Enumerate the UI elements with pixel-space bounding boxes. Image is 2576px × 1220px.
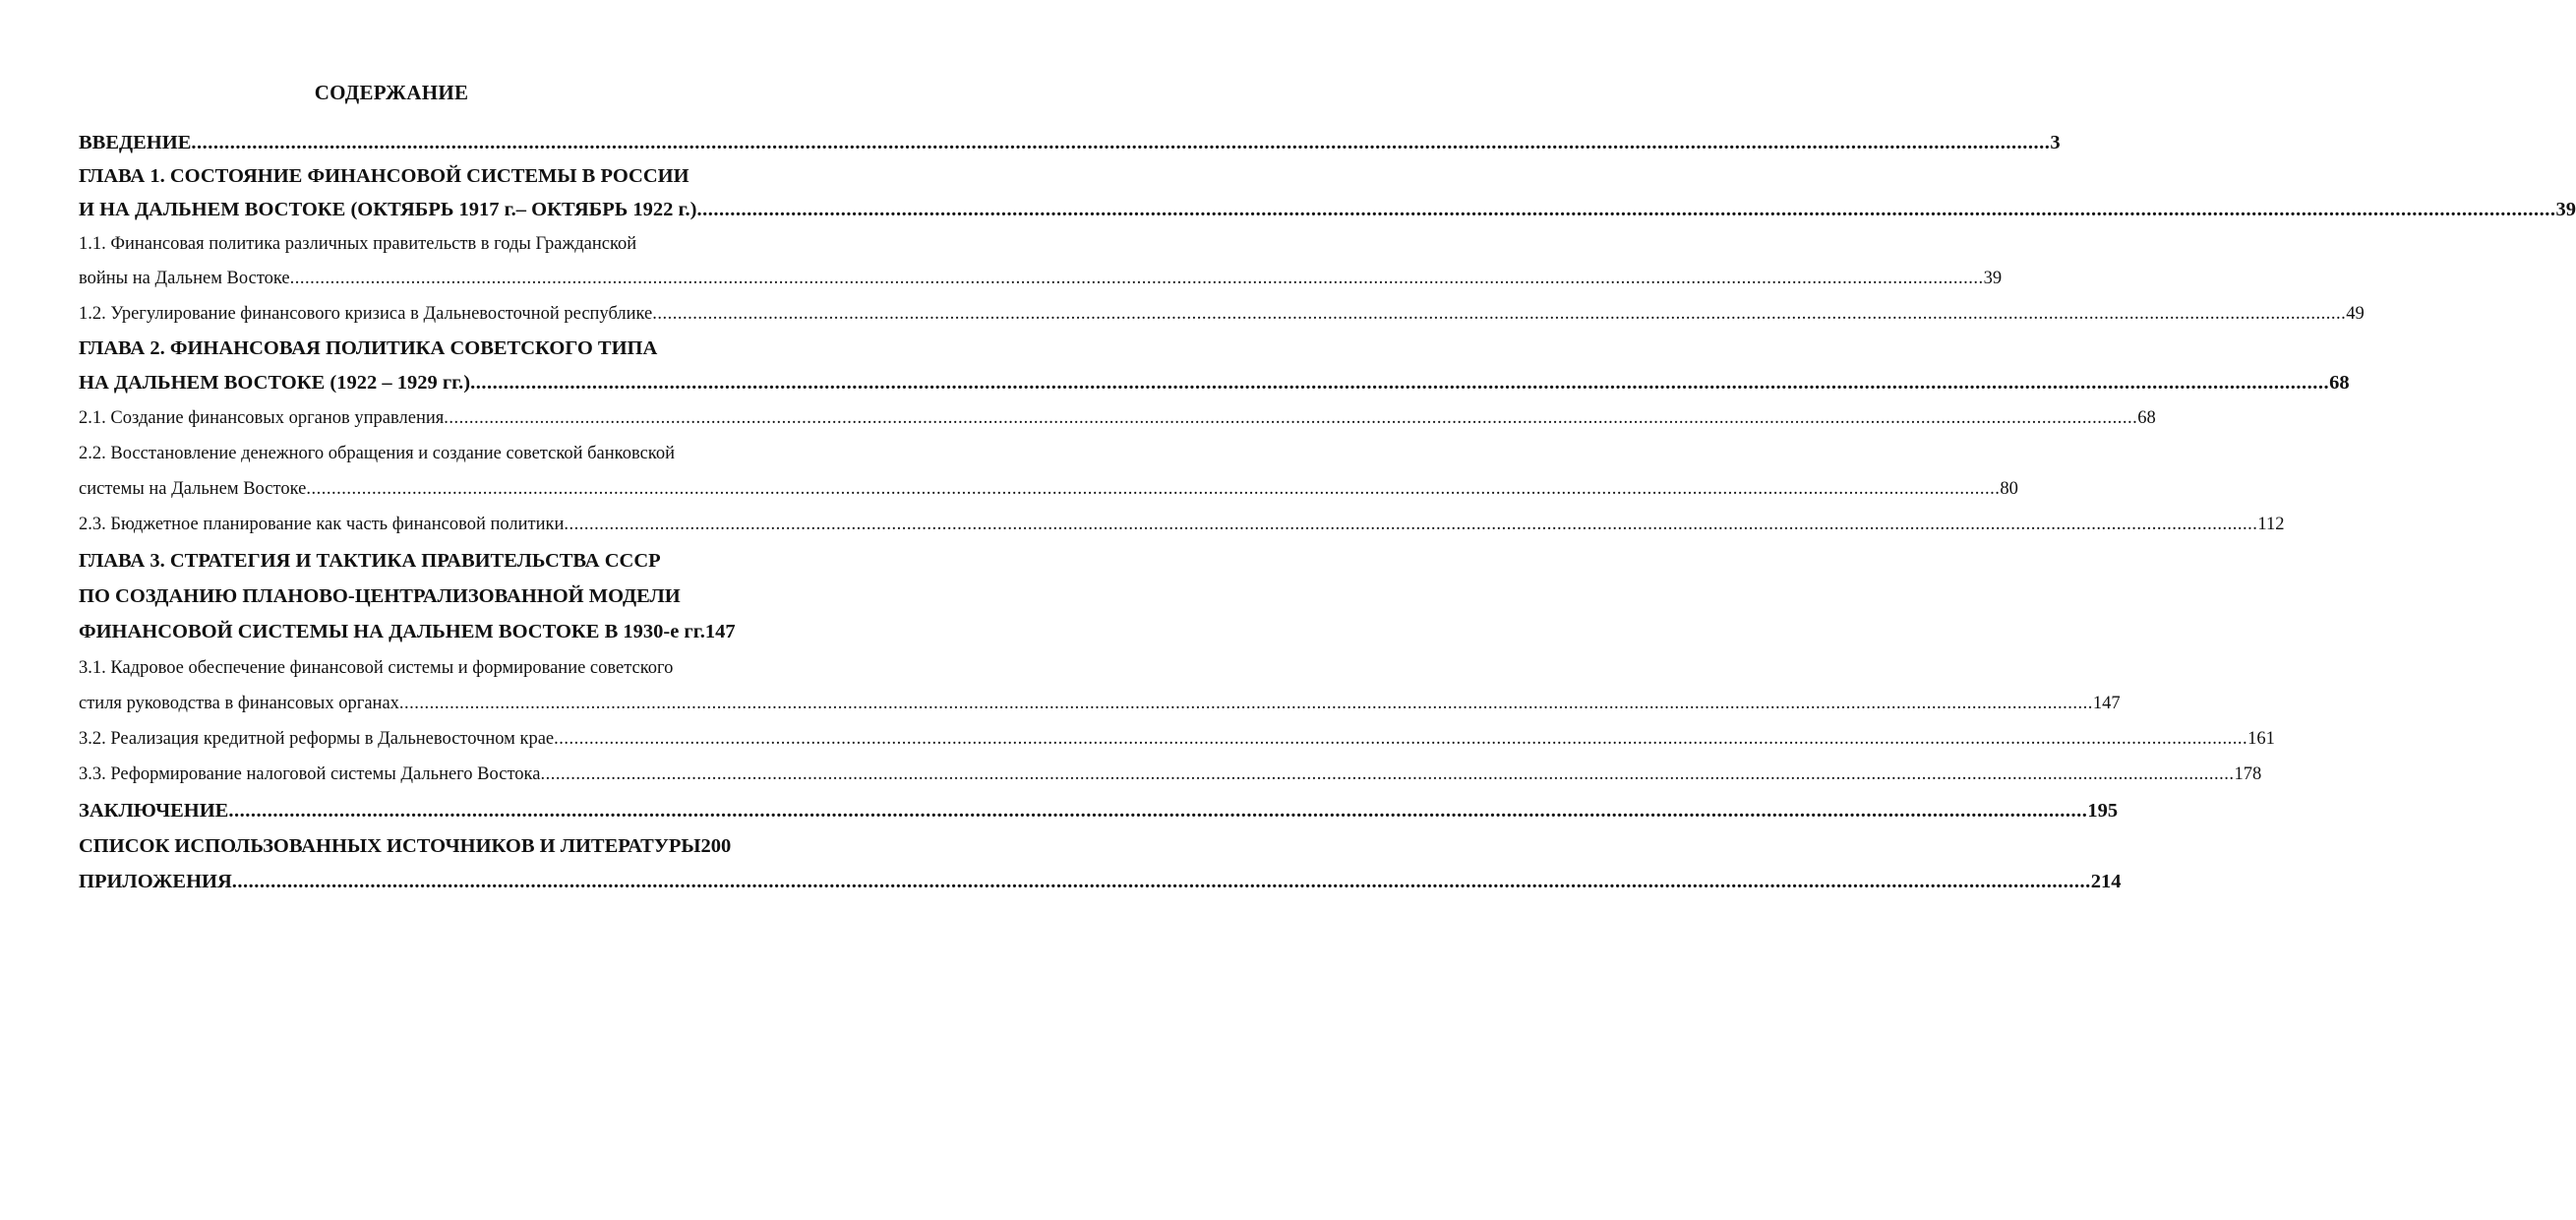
toc-page-number: 195 — [2087, 800, 2119, 822]
toc-entry-text: 1.1. Финансовая политика различных правительств в годы Гражданской — [79, 234, 637, 254]
toc-entry-section-2-2-cont[interactable] — [79, 474, 2018, 504]
toc-entry-conclusion[interactable] — [79, 796, 2119, 825]
toc-entry-text: ЗАКЛЮЧЕНИЕ — [79, 800, 229, 822]
toc-entry-text: 2.1. Создание финансовых органов управления — [79, 408, 445, 428]
toc-entry-text: 3.2. Реализация кредитной реформы в Дальневосточном крае — [79, 729, 555, 749]
toc-entry-chapter-1[interactable] — [79, 161, 724, 191]
dot-leader — [564, 510, 2257, 539]
toc-entry-text: И НА ДАЛЬНЕМ ВОСТОКЕ (ОКТЯБРЬ 1917 г.– ОКТЯБРЬ 1922 г.) — [79, 199, 697, 220]
toc-page-number: 112 — [2257, 515, 2285, 534]
toc-entry-section-3-2[interactable] — [79, 724, 2275, 754]
dot-leader — [191, 128, 2050, 157]
toc-page-number: 178 — [2234, 764, 2262, 784]
toc-page-number: 147 — [2092, 694, 2121, 713]
dot-leader — [399, 689, 2093, 718]
toc-entry-text: войны на Дальнем Востоке — [79, 269, 290, 288]
toc-entry-section-2-3[interactable] — [79, 510, 2285, 539]
toc-page-number: 49 — [2346, 304, 2365, 324]
toc-page-number: 39 — [2555, 199, 2576, 220]
toc-entry-appendices[interactable] — [79, 867, 2122, 896]
toc-entry-chapter-1-cont[interactable] — [79, 195, 2576, 224]
toc-entry-text: 2.3. Бюджетное планирование как часть финансовой политики — [79, 515, 565, 534]
toc-entry-text: 2.2. Восстановление денежного обращения и создание советской банковской — [79, 444, 676, 463]
dot-leader — [228, 796, 2087, 825]
toc-page-number: 39 — [1983, 269, 2003, 288]
toc-entry-chapter-2[interactable] — [79, 334, 724, 363]
toc-entry-text: ГЛАВА 2. ФИНАНСОВАЯ ПОЛИТИКА СОВЕТСКОГО ТИПА — [79, 337, 658, 359]
page-title: СОДЕРЖАНИЕ — [314, 81, 469, 104]
toc-entry-text: ВВЕДЕНИЕ — [79, 132, 192, 153]
dot-leader — [697, 195, 2556, 224]
toc-entry-text: ПО СОЗДАНИЮ ПЛАНОВО-ЦЕНТРАЛИЗОВАННОЙ МОДЕЛИ — [79, 585, 681, 607]
dot-leader — [232, 867, 2091, 896]
toc-entry-text: ГЛАВА 1. СОСТОЯНИЕ ФИНАНСОВОЙ СИСТЕМЫ В РОССИИ — [79, 165, 689, 187]
toc-entry-text: системы на Дальнем Востоке — [79, 479, 307, 499]
dot-leader — [470, 368, 2329, 397]
toc-entry-text: 3.1. Кадровое обеспечение финансовой системы и формирование советского — [79, 658, 674, 678]
dot-leader — [554, 724, 2247, 754]
toc-page-number: 147 — [704, 621, 736, 642]
toc-entry-section-3-1-cont[interactable] — [79, 689, 2121, 718]
toc-page-number: 214 — [2090, 871, 2122, 892]
dot-leader — [306, 474, 2000, 504]
dot-leader — [444, 403, 2137, 433]
toc-entry-section-2-1[interactable] — [79, 403, 2156, 433]
dot-leader — [540, 760, 2234, 789]
toc-entry-chapter-3-line-2[interactable] — [79, 581, 724, 611]
toc-entry-text: ГЛАВА 3. СТРАТЕГИЯ И ТАКТИКА ПРАВИТЕЛЬСТВА СССР — [79, 550, 661, 572]
toc-entry-introduction[interactable] — [79, 128, 2061, 157]
toc-page-number: 161 — [2247, 729, 2275, 749]
toc-entry-chapter-3[interactable] — [79, 546, 724, 576]
dot-leader — [652, 299, 2346, 329]
toc-entry-text: 3.3. Реформирование налоговой системы Дальнего Востока — [79, 764, 541, 784]
toc-entry-section-1-1[interactable] — [79, 229, 724, 259]
toc-page-number: 68 — [2137, 408, 2156, 428]
toc-entry-text: 1.2. Урегулирование финансового кризиса в Дальневосточной республике — [79, 304, 653, 324]
toc-entry-section-3-1[interactable] — [79, 653, 724, 683]
toc-page-number: 3 — [2050, 132, 2061, 153]
toc-entry-bibliography[interactable] — [79, 831, 732, 861]
toc-entry-chapter-3-line-3[interactable] — [79, 617, 736, 646]
toc-entry-section-1-2[interactable] — [79, 299, 2365, 329]
toc-page-number: 68 — [2329, 372, 2350, 394]
toc-entry-text: НА ДАЛЬНЕМ ВОСТОКЕ (1922 – 1929 гг.) — [79, 372, 471, 394]
toc-entry-chapter-2-cont[interactable] — [79, 368, 2350, 397]
toc-entry-section-1-1-cont[interactable] — [79, 264, 2003, 293]
dot-leader — [290, 264, 1984, 293]
toc-entry-section-3-3[interactable] — [79, 760, 2262, 789]
toc-entry-section-2-2[interactable] — [79, 439, 724, 468]
toc-entry-text: ФИНАНСОВОЙ СИСТЕМЫ НА ДАЛЬНЕМ ВОСТОКЕ В 1930-е гг. — [79, 621, 705, 642]
toc-entry-text: ПРИЛОЖЕНИЯ — [79, 871, 232, 892]
toc-entry-text: стиля руководства в финансовых органах — [79, 694, 399, 713]
toc-page-number: 200 — [700, 835, 732, 857]
toc-page-number: 80 — [2000, 479, 2018, 499]
toc-entry-text: СПИСОК ИСПОЛЬЗОВАННЫХ ИСТОЧНИКОВ И ЛИТЕРАТУРЫ — [79, 835, 701, 857]
